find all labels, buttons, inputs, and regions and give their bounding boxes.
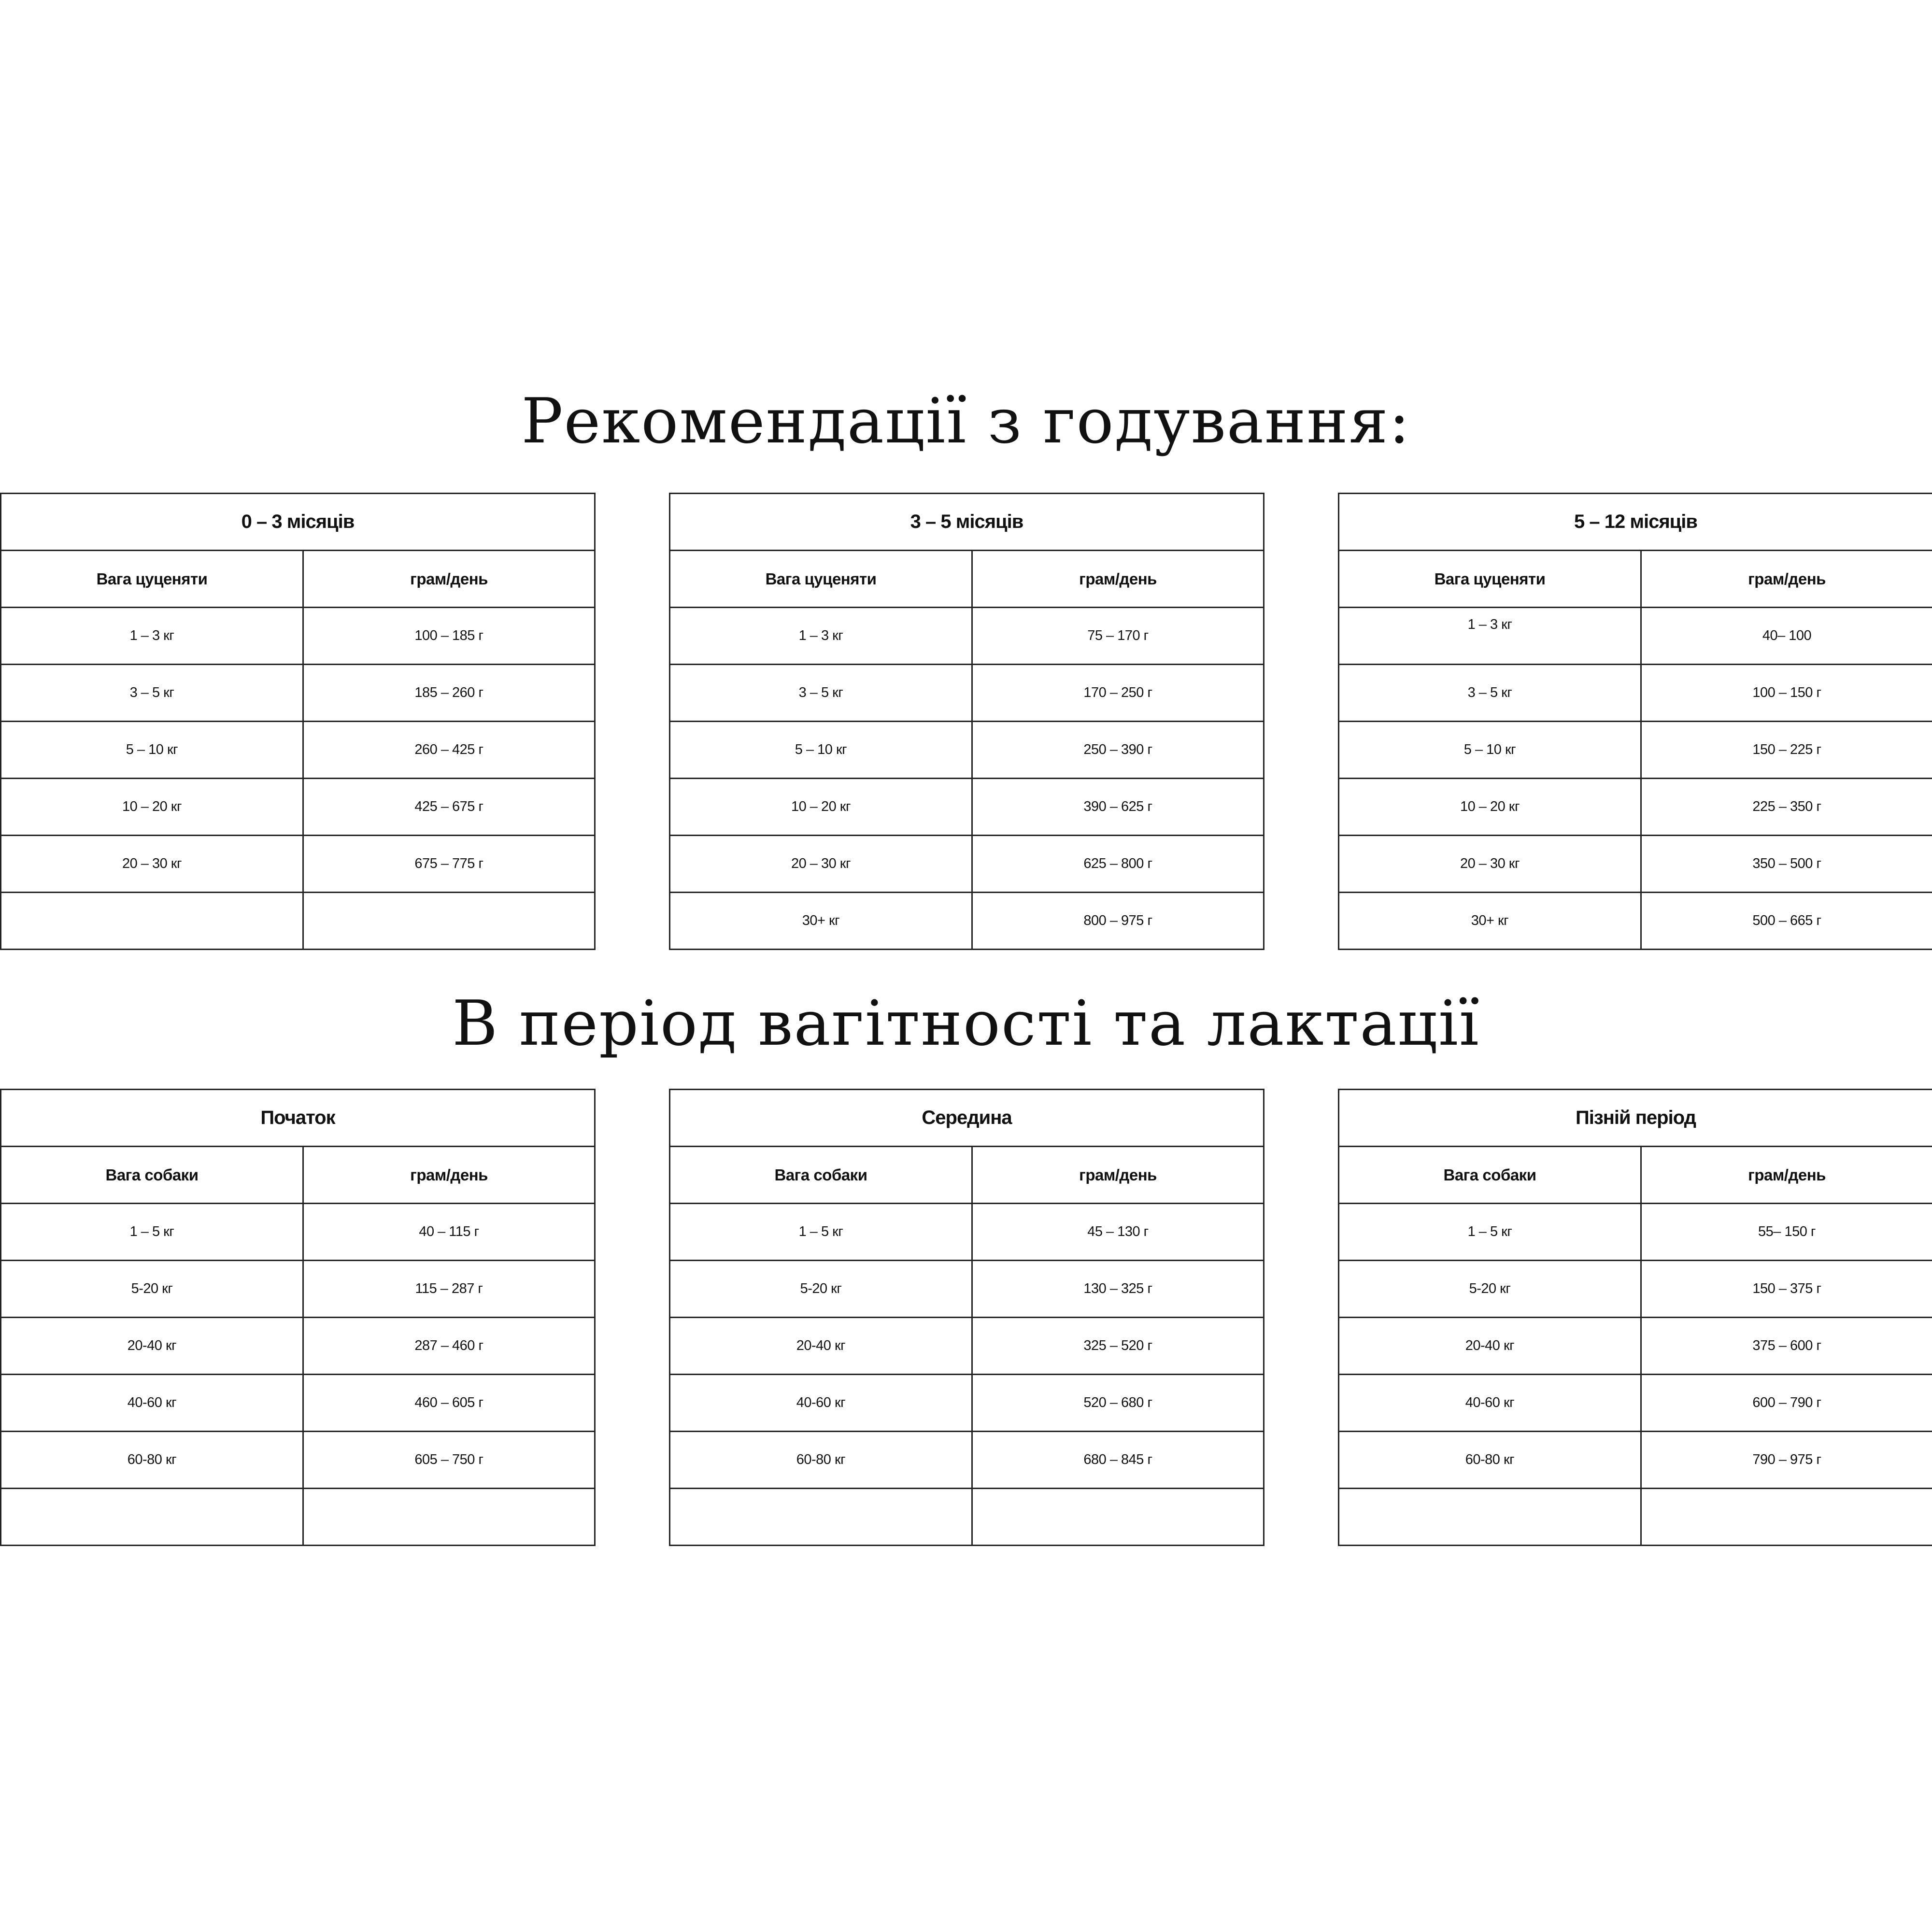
amount-cell: 605 – 750 г	[303, 1432, 595, 1489]
amount-cell: 75 – 170 г	[972, 608, 1264, 665]
amount-cell: 150 – 225 г	[1641, 722, 1932, 779]
table-row	[1, 893, 595, 950]
amount-cell: 460 – 605 г	[303, 1375, 595, 1432]
feeding-table-pregnancy-middle	[669, 1089, 1264, 1546]
amount-cell: 675 – 775 г	[303, 836, 595, 893]
weight-cell: 20 – 30 кг	[1, 836, 303, 893]
amount-cell: 680 – 845 г	[972, 1432, 1264, 1489]
column-header-grams-per-day: грам/день	[303, 1147, 595, 1204]
weight-cell: 10 – 20 кг	[1339, 779, 1641, 836]
table-row	[1339, 836, 1932, 893]
weight-cell: 1 – 3 кг	[1, 608, 303, 665]
table-title: Початок	[1, 1090, 595, 1147]
weight-cell: 5 – 10 кг	[670, 722, 972, 779]
table-row	[670, 1261, 1264, 1318]
table-row	[1, 779, 595, 836]
weight-cell: 5-20 кг	[670, 1261, 972, 1318]
table-row	[670, 779, 1264, 836]
column-header-weight: Вага собаки	[670, 1147, 972, 1204]
table-row	[670, 1375, 1264, 1432]
amount-cell: 790 – 975 г	[1641, 1432, 1932, 1489]
weight-cell	[1339, 1489, 1641, 1546]
amount-cell: 375 – 600 г	[1641, 1318, 1932, 1375]
amount-cell: 325 – 520 г	[972, 1318, 1264, 1375]
weight-cell: 60-80 кг	[1339, 1432, 1641, 1489]
weight-cell: 20-40 кг	[1, 1318, 303, 1375]
column-header-weight: Вага собаки	[1339, 1147, 1641, 1204]
table-row	[1, 722, 595, 779]
table-title: Пізній період	[1339, 1090, 1932, 1147]
amount-cell: 40– 100	[1641, 608, 1932, 665]
weight-cell: 1 – 5 кг	[1339, 1204, 1641, 1261]
weight-cell: 1 – 5 кг	[670, 1204, 972, 1261]
table-row	[1, 1375, 595, 1432]
table-row	[1, 1432, 595, 1489]
table-row	[1, 1261, 595, 1318]
weight-cell: 5-20 кг	[1339, 1261, 1641, 1318]
table-row	[1339, 665, 1932, 722]
table-row	[1339, 1375, 1932, 1432]
column-header-grams-per-day: грам/день	[972, 1147, 1264, 1204]
weight-cell	[670, 1489, 972, 1546]
table-row	[1339, 1318, 1932, 1375]
table-row	[1339, 893, 1932, 950]
table-row	[1339, 1261, 1932, 1318]
table-row	[1, 836, 595, 893]
table-row	[1, 608, 595, 665]
column-header-grams-per-day: грам/день	[303, 551, 595, 608]
amount-cell: 520 – 680 г	[972, 1375, 1264, 1432]
amount-cell: 250 – 390 г	[972, 722, 1264, 779]
column-header-grams-per-day: грам/день	[972, 551, 1264, 608]
feeding-table-puppy-5-12-months	[1338, 493, 1932, 950]
amount-cell: 225 – 350 г	[1641, 779, 1932, 836]
weight-cell	[1, 1489, 303, 1546]
feeding-table-pregnancy-start	[0, 1089, 596, 1546]
weight-cell: 20 – 30 кг	[670, 836, 972, 893]
table-row	[670, 608, 1264, 665]
table-row	[1339, 779, 1932, 836]
amount-cell: 45 – 130 г	[972, 1204, 1264, 1261]
weight-cell: 60-80 кг	[1, 1432, 303, 1489]
weight-cell: 40-60 кг	[1, 1375, 303, 1432]
amount-cell: 287 – 460 г	[303, 1318, 595, 1375]
weight-cell: 20 – 30 кг	[1339, 836, 1641, 893]
amount-cell: 425 – 675 г	[303, 779, 595, 836]
table-row	[1, 1204, 595, 1261]
column-header-weight: Вага цуценяти	[670, 551, 972, 608]
weight-cell: 1 – 3 кг	[1339, 608, 1641, 665]
weight-cell: 30+ кг	[670, 893, 972, 950]
column-header-weight: Вага цуценяти	[1, 551, 303, 608]
section-title-feeding-recommendations: Рекомендації з годування:	[521, 385, 1411, 457]
column-header-grams-per-day: грам/день	[1641, 551, 1932, 608]
feeding-table-pregnancy-late	[1338, 1089, 1932, 1546]
amount-cell: 55– 150 г	[1641, 1204, 1932, 1261]
table-row	[1339, 1489, 1932, 1546]
weight-cell: 3 – 5 кг	[670, 665, 972, 722]
weight-cell: 30+ кг	[1339, 893, 1641, 950]
weight-cell: 20-40 кг	[1339, 1318, 1641, 1375]
table-row	[1339, 722, 1932, 779]
weight-cell: 1 – 5 кг	[1, 1204, 303, 1261]
amount-cell: 625 – 800 г	[972, 836, 1264, 893]
amount-cell: 100 – 150 г	[1641, 665, 1932, 722]
weight-cell: 10 – 20 кг	[670, 779, 972, 836]
amount-cell: 390 – 625 г	[972, 779, 1264, 836]
amount-cell	[303, 893, 595, 950]
amount-cell: 350 – 500 г	[1641, 836, 1932, 893]
table-row	[670, 893, 1264, 950]
amount-cell: 115 – 287 г	[303, 1261, 595, 1318]
table-row	[670, 722, 1264, 779]
amount-cell: 185 – 260 г	[303, 665, 595, 722]
table-title: 3 – 5 місяців	[670, 494, 1264, 551]
weight-cell: 20-40 кг	[670, 1318, 972, 1375]
table-row	[670, 1432, 1264, 1489]
amount-cell: 600 – 790 г	[1641, 1375, 1932, 1432]
amount-cell: 800 – 975 г	[972, 893, 1264, 950]
column-header-weight: Вага собаки	[1, 1147, 303, 1204]
amount-cell	[303, 1489, 595, 1546]
weight-cell: 60-80 кг	[670, 1432, 972, 1489]
table-row	[670, 1204, 1264, 1261]
table-title: 0 – 3 місяців	[1, 494, 595, 551]
table-row	[670, 1318, 1264, 1375]
amount-cell	[972, 1489, 1264, 1546]
table-row	[670, 665, 1264, 722]
amount-cell: 500 – 665 г	[1641, 893, 1932, 950]
table-row	[1, 665, 595, 722]
table-row	[1, 1318, 595, 1375]
weight-cell: 1 – 3 кг	[670, 608, 972, 665]
weight-cell: 5 – 10 кг	[1339, 722, 1641, 779]
section-title-pregnancy-lactation: В період вагітності та лактації	[452, 988, 1480, 1060]
weight-cell: 3 – 5 кг	[1339, 665, 1641, 722]
table-row	[1339, 1204, 1932, 1261]
weight-cell	[1, 893, 303, 950]
amount-cell: 170 – 250 г	[972, 665, 1264, 722]
table-row	[670, 836, 1264, 893]
amount-cell: 150 – 375 г	[1641, 1261, 1932, 1318]
table-title: Середина	[670, 1090, 1264, 1147]
feeding-table-puppy-3-5-months	[669, 493, 1264, 950]
table-row	[1, 1489, 595, 1546]
weight-cell: 40-60 кг	[670, 1375, 972, 1432]
table-row	[1339, 608, 1932, 665]
table-row	[1339, 1432, 1932, 1489]
amount-cell: 130 – 325 г	[972, 1261, 1264, 1318]
amount-cell: 260 – 425 г	[303, 722, 595, 779]
table-row	[670, 1489, 1264, 1546]
amount-cell: 100 – 185 г	[303, 608, 595, 665]
weight-cell: 5-20 кг	[1, 1261, 303, 1318]
weight-cell: 10 – 20 кг	[1, 779, 303, 836]
weight-cell: 5 – 10 кг	[1, 722, 303, 779]
feeding-table-puppy-0-3-months	[0, 493, 596, 950]
amount-cell: 40 – 115 г	[303, 1204, 595, 1261]
weight-cell: 40-60 кг	[1339, 1375, 1641, 1432]
column-header-grams-per-day: грам/день	[1641, 1147, 1932, 1204]
amount-cell	[1641, 1489, 1932, 1546]
table-title: 5 – 12 місяців	[1339, 494, 1932, 551]
weight-cell: 3 – 5 кг	[1, 665, 303, 722]
column-header-weight: Вага цуценяти	[1339, 551, 1641, 608]
